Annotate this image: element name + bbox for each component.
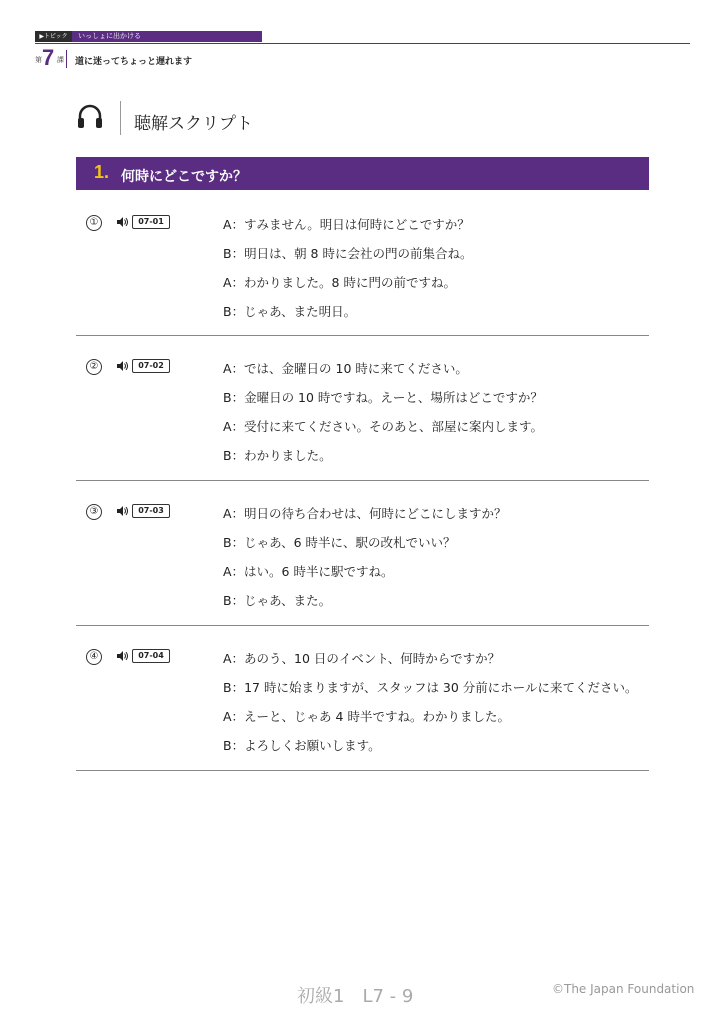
topic-name: いっしょに出かける [72,31,262,42]
dialog-line: A：明日の待ち合わせは、何時にどこにしますか？ [223,506,507,521]
dialog-line: B：わかりました。 [223,448,332,463]
dialog-number: ② [86,359,102,375]
dialog-4 [76,649,649,759]
audio-track-label[interactable]: 07-02 [132,359,170,373]
topic-bar [35,31,690,43]
dialog-line: B：金曜日の 10 時ですね。えーと、場所はどこですか？ [223,390,543,405]
dialog-line: B：じゃあ、6 時半に、駅の改札でいい？ [223,535,456,550]
dialog-line: B：じゃあ、また明日。 [223,304,357,319]
dialog-2 [76,359,649,469]
dialog-divider [76,480,649,481]
audio-track-label[interactable]: 07-01 [132,215,170,229]
lesson-title: 道に迷ってちょっと遅れます [75,57,193,67]
section-title: 聴解スクリプト [134,114,253,134]
topic-tag: ▶トピック [35,31,72,42]
dialog-divider [76,770,649,771]
headphones-icon [76,103,104,131]
lesson-divider [66,50,67,68]
dialog-divider [76,625,649,626]
dialog-divider [76,335,649,336]
audio-track-label[interactable]: 07-03 [132,504,170,518]
audio-track-label[interactable]: 07-04 [132,649,170,663]
audio-speaker-icon[interactable] [116,360,128,372]
banner-number: 1. [94,162,110,182]
footer-level: 初級1 L7 - 9 [297,986,414,1007]
dialog-line: A：受付に来てください。そのあと、部屋に案内します。 [223,419,544,434]
dialog-line: A：では、金曜日の 10 時に来てください。 [223,361,468,376]
banner-title: 何時にどこですか？ [121,169,247,185]
dialog-line: A：すみません。明日は何時にどこですか？ [223,217,470,232]
footer-copyright: ©The Japan Foundation [552,982,695,996]
section-divider [120,101,121,135]
dialog-line: B：17 時に始まりますが、スタッフは 30 分前にホールに来てください。 [223,680,638,695]
audio-speaker-icon[interactable] [116,650,128,662]
dialog-number: ③ [86,504,102,520]
dialog-line: A：えーと、じゃあ 4 時半ですね。わかりました。 [223,709,510,724]
dialog-number: ④ [86,649,102,665]
lesson-number: 7 [42,45,55,70]
dialog-3 [76,504,649,614]
dialog-line: A：はい。6 時半に駅ですね。 [223,564,394,579]
dialog-line: B：じゃあ、また。 [223,593,332,608]
question-banner [76,157,649,190]
dialog-line: B：明日は、朝 8 時に会社の門の前集合ね。 [223,246,473,261]
dialog-line: A：あのう、10 日のイベント、何時からですか？ [223,651,501,666]
dialog-number: ① [86,215,102,231]
lesson-prefix: 第 [35,56,42,64]
header-divider [35,43,690,44]
lesson-suffix: 課 [57,56,64,64]
audio-speaker-icon[interactable] [116,216,128,228]
dialog-line: A：わかりました。8 時に門の前ですね。 [223,275,456,290]
dialog-1 [76,215,649,325]
audio-speaker-icon[interactable] [116,505,128,517]
dialog-line: B：よろしくお願いします。 [223,738,381,753]
